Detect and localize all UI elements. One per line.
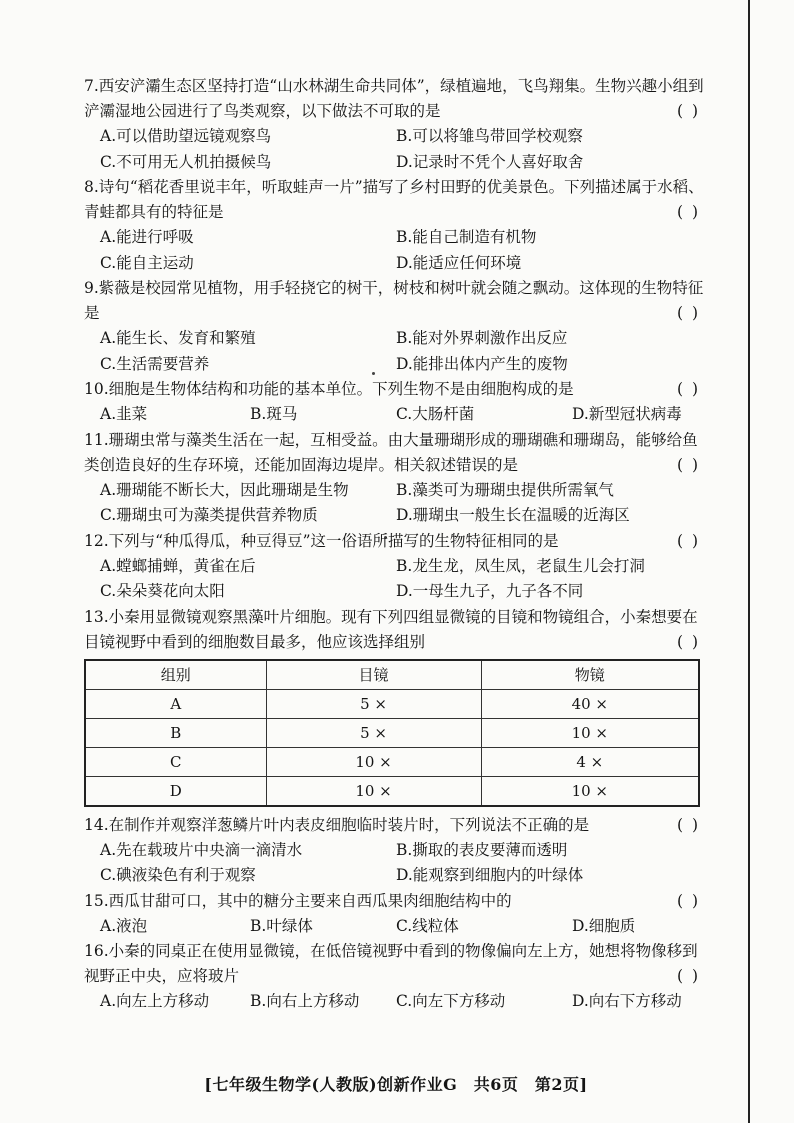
table-cell: 10 ×: [481, 777, 699, 806]
page-footer: [七年级生物学(人教版)创新作业G 共6页 第2页]: [204, 1075, 588, 1094]
question-stem-line: 16.小秦的同桌正在使用显微镜，在低倍镜视野中看到的物像偏向左上方，她想将物像移到: [84, 942, 698, 960]
options: [84, 838, 710, 889]
question-9: [84, 276, 710, 377]
question-stem-text: 15.西瓜甘甜可口，其中的糖分主要来自西瓜果肉细胞结构中的: [84, 891, 512, 910]
table-cell: A: [85, 690, 266, 719]
options: [84, 402, 710, 428]
question-stem-line: [84, 301, 710, 326]
question-stem-text: 12.下列与“种瓜得瓜，种豆得豆”这一俗语所描写的生物特征相同的是: [84, 531, 559, 550]
table-cell: 5 ×: [266, 690, 481, 719]
question-stem-line: [84, 964, 710, 989]
option-d: D.能观察到细胞内的叶绿体: [396, 866, 584, 884]
question-stem-line: [84, 200, 710, 225]
question-stem-line: [84, 889, 710, 914]
question-stem-text: 类创造良好的生存环境，还能加固海边堤岸。相关叙述错误的是: [84, 455, 519, 474]
question-8: [84, 175, 710, 276]
option-a: A.珊瑚能不断长大，因此珊瑚是生物: [100, 480, 349, 499]
question-13: [84, 605, 710, 807]
answer-paren[interactable]: ( ): [676, 891, 700, 910]
option-a: A.向左上方移动: [100, 992, 210, 1010]
options: [84, 554, 710, 605]
options: [84, 124, 710, 175]
option-b: B.可以将雏鸟带回学校观察: [396, 127, 583, 145]
table-header-row: [85, 660, 699, 690]
table-cell: 5 ×: [266, 719, 481, 748]
table-row: [85, 748, 699, 777]
question-14: [84, 813, 710, 889]
option-c: C.向左下方移动: [396, 992, 506, 1010]
option-c: C.线粒体: [396, 916, 459, 935]
option-b: B.撕取的表皮要薄而透明: [396, 840, 568, 859]
question-11: [84, 428, 710, 529]
question-stem-line: [84, 99, 710, 124]
table-row: [85, 719, 699, 748]
option-d: D.能排出体内产生的废物: [396, 354, 568, 373]
table-cell: 10 ×: [266, 777, 481, 806]
option-c: C.大肠杆菌: [396, 405, 475, 423]
question-stem-text: 是: [84, 304, 100, 322]
option-a: A.先在载玻片中央滴一滴清水: [100, 840, 303, 859]
answer-paren[interactable]: ( ): [676, 455, 700, 474]
question-stem-line: [84, 630, 710, 655]
page-edge-line: [748, 0, 750, 1123]
question-stem-line: 13.小秦用显微镜观察黑藻叶片细胞。现有下列四组显微镜的目镜和物镜组合，小秦想要在: [84, 607, 698, 626]
option-a: A.可以借助望远镜观察鸟: [100, 127, 272, 145]
option-c: C.珊瑚虫可为藻类提供营养物质: [100, 506, 318, 524]
table-cell: 40 ×: [481, 690, 699, 719]
option-c: C.不可用无人机拍摄候鸟: [100, 152, 272, 171]
table-header-cell: 组别: [85, 660, 266, 690]
option-b: B.斑马: [250, 405, 298, 423]
answer-paren[interactable]: ( ): [676, 304, 700, 322]
option-d: D.珊瑚虫一般生长在温暖的近海区: [396, 506, 630, 524]
option-b: B.龙生龙，凤生凤，老鼠生儿会打洞: [396, 556, 645, 575]
option-d: D.细胞质: [572, 916, 636, 935]
question-stem-line: [84, 529, 710, 554]
option-d: D.能适应任何环境: [396, 253, 522, 272]
answer-paren[interactable]: ( ): [676, 815, 700, 834]
lens-combination-table: [84, 659, 700, 807]
question-stem-text: 视野正中央，应将玻片: [84, 967, 240, 985]
question-stem-line: [84, 377, 710, 402]
question-stem-line: 7.西安浐灞生态区坚持打造“山水林湖生命共同体”，绿植遍地，飞鸟翔集。生物兴趣小组到: [84, 77, 704, 95]
option-c: C.朵朵葵花向太阳: [100, 582, 225, 600]
table-header-cell: 目镜: [266, 660, 481, 690]
question-stem-text: 10.细胞是生物体结构和功能的基本单位。下列生物不是由细胞构成的是: [84, 380, 574, 398]
answer-paren[interactable]: ( ): [676, 102, 700, 120]
question-stem-line: [84, 453, 710, 478]
option-b: B.藻类可为珊瑚虫提供所需氧气: [396, 480, 614, 499]
option-c: C.碘液染色有利于观察: [100, 866, 256, 884]
option-d: D.一母生九子，九子各不同: [396, 582, 584, 600]
option-d: D.记录时不凭个人喜好取舍: [396, 152, 584, 171]
question-stem-line: 8.诗句“稻花香里说丰年，听取蛙声一片”描写了乡村田野的优美景色。下列描述属于水稻、: [84, 178, 704, 196]
option-b: B.向右上方移动: [250, 992, 360, 1010]
options: [84, 478, 710, 529]
answer-paren[interactable]: ( ): [676, 203, 700, 221]
option-b: B.能自己制造有机物: [396, 228, 537, 246]
question-stem-line: [84, 813, 710, 838]
table-cell: D: [85, 777, 266, 806]
options: [84, 989, 710, 1015]
question-16: [84, 939, 710, 1015]
question-stem-text: 目镜视野中看到的细胞数目最多，他应该选择组别: [84, 632, 426, 651]
option-c: C.能自主运动: [100, 253, 194, 272]
option-a: A.韭菜: [100, 405, 148, 423]
option-d: D.新型冠状病毒: [572, 405, 682, 423]
table-row: [85, 690, 699, 719]
answer-paren[interactable]: ( ): [676, 531, 700, 550]
options: [84, 326, 710, 377]
option-a: A.螳螂捕蝉，黄雀在后: [100, 556, 256, 575]
answer-paren[interactable]: ( ): [676, 380, 700, 398]
table-row: [85, 777, 699, 806]
question-stem-line: 9.紫薇是校园常见植物，用手轻挠它的树干，树枝和树叶就会随之飘动。这体现的生物特征: [84, 279, 704, 297]
option-a: A.能生长、发育和繁殖: [100, 329, 256, 347]
question-12: [84, 529, 710, 605]
table-cell: C: [85, 748, 266, 777]
option-a: A.液泡: [100, 916, 148, 935]
question-stem-text: 青蛙都具有的特征是: [84, 203, 224, 221]
options: [84, 914, 710, 940]
answer-paren[interactable]: ( ): [676, 632, 700, 651]
option-c: C.生活需要营养: [100, 354, 210, 373]
question-stem-text: 14.在制作并观察洋葱鳞片叶内表皮细胞临时装片时，下列说法不正确的是: [84, 815, 590, 834]
table-cell: 10 ×: [481, 719, 699, 748]
question-10: [84, 377, 710, 428]
table-header-cell: 物镜: [481, 660, 699, 690]
question-15: [84, 889, 710, 940]
options: [84, 225, 710, 276]
option-d: D.向右下方移动: [572, 992, 682, 1010]
question-stem-line: 11.珊瑚虫常与藻类生活在一起，互相受益。由大量珊瑚形成的珊瑚礁和珊瑚岛，能够给鱼: [84, 430, 698, 449]
option-b: B.能对外界刺激作出反应: [396, 329, 568, 347]
question-list: [84, 74, 710, 1015]
table-cell: B: [85, 719, 266, 748]
option-b: B.叶绿体: [250, 916, 313, 935]
answer-paren[interactable]: ( ): [676, 967, 700, 985]
question-7: [84, 74, 710, 175]
option-a: A.能进行呼吸: [100, 228, 194, 246]
question-stem-text: 浐灞湿地公园进行了鸟类观察，以下做法不可取的是: [84, 102, 441, 120]
table-cell: 4 ×: [481, 748, 699, 777]
table-cell: 10 ×: [266, 748, 481, 777]
